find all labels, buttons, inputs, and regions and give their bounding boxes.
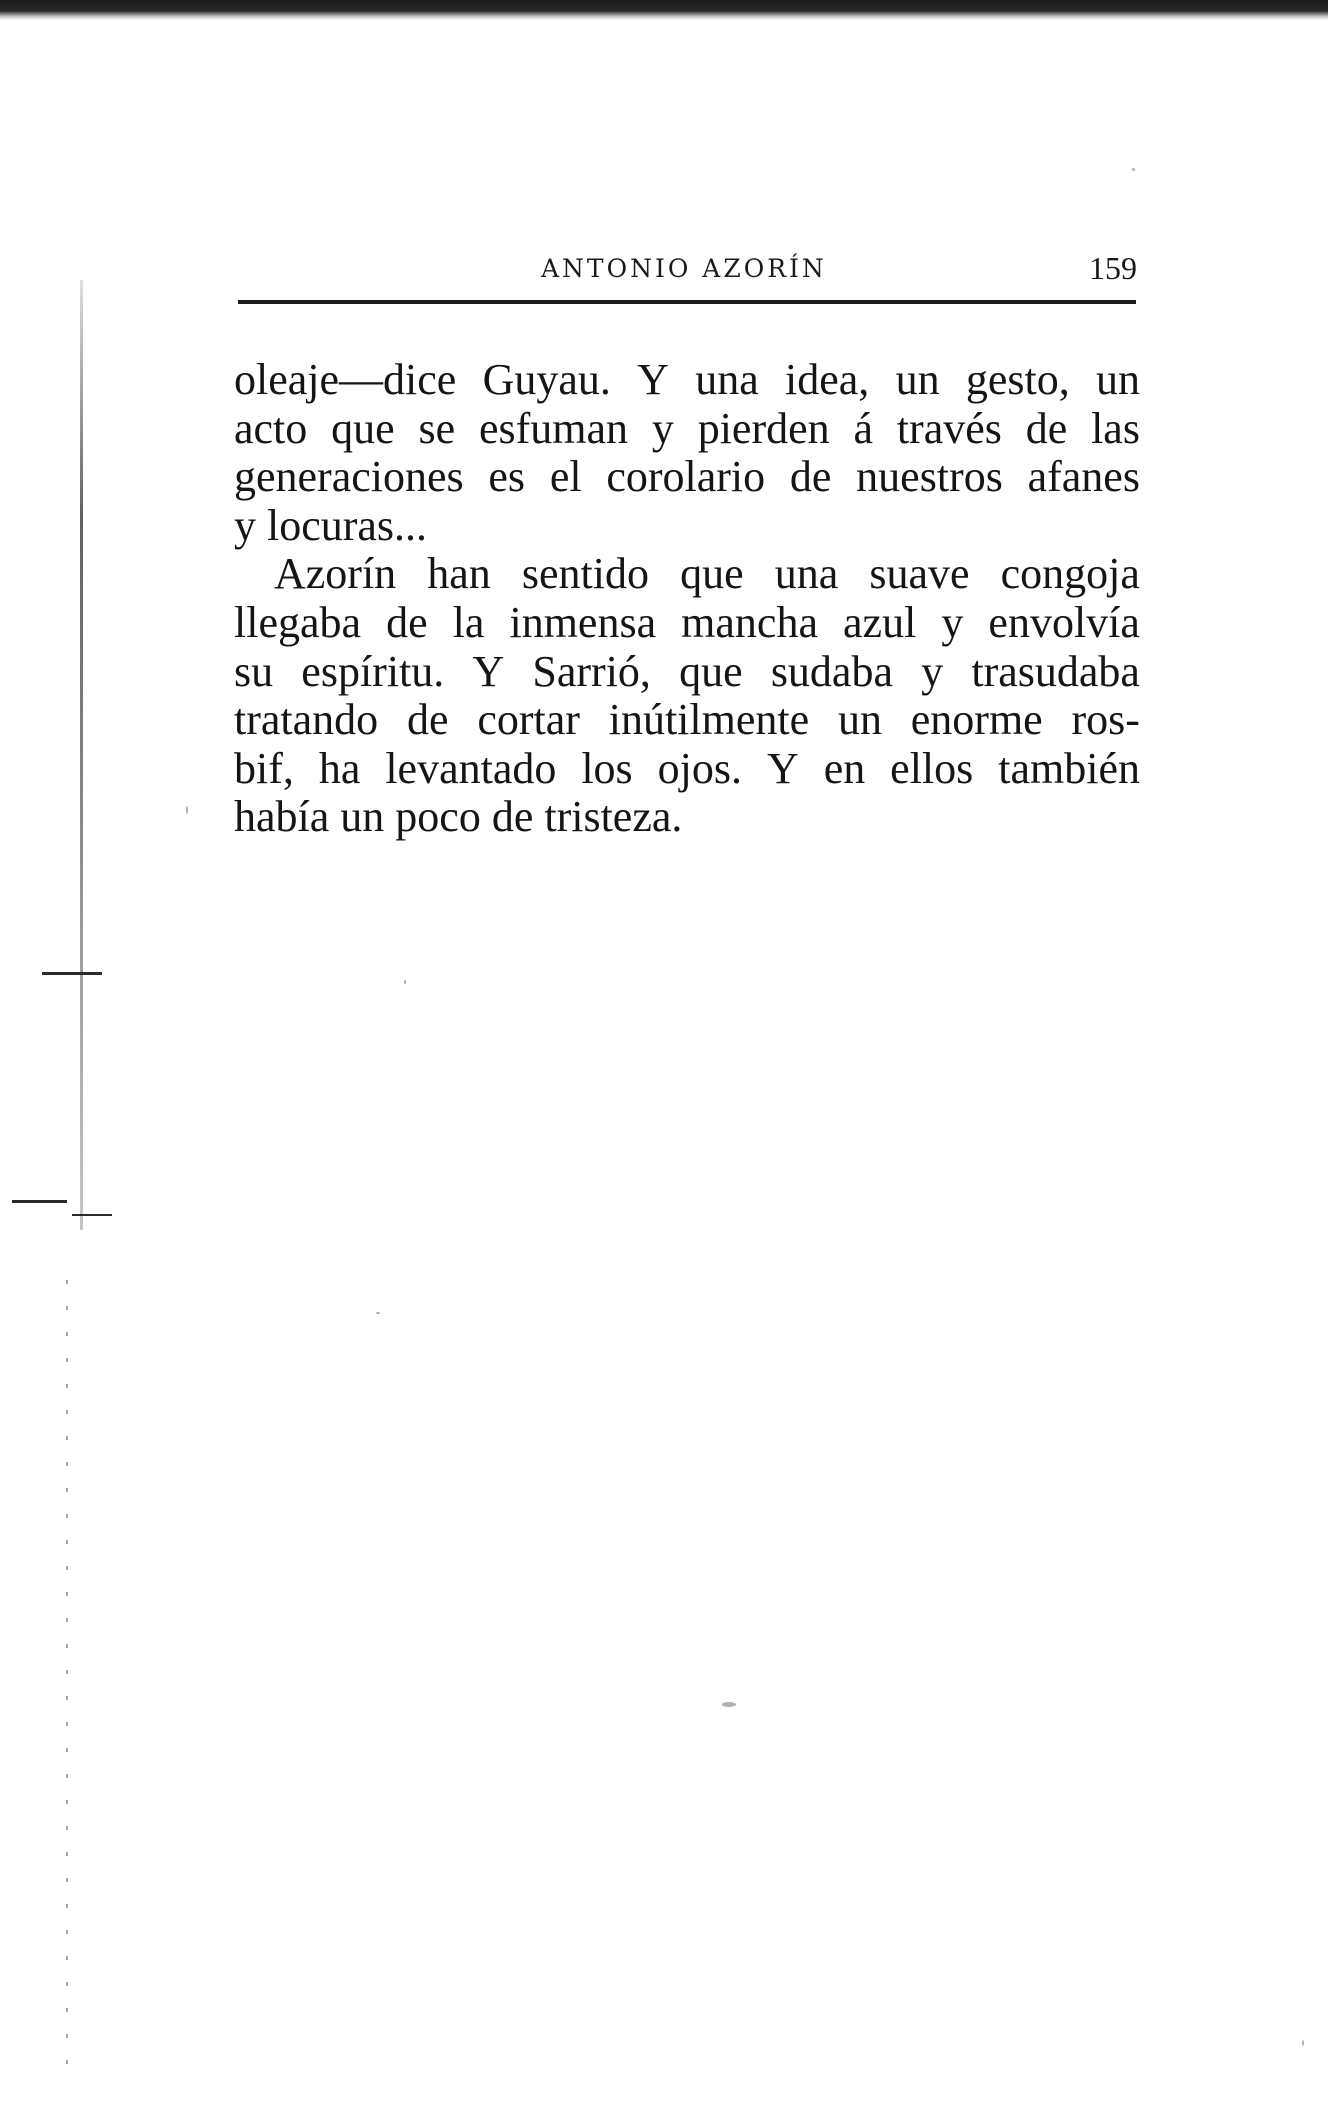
header-rule bbox=[238, 300, 1136, 304]
page-number: 159 bbox=[1089, 250, 1137, 286]
gutter-mark bbox=[42, 972, 102, 975]
text-line: llegaba de la inmensa mancha azul y envolvía bbox=[234, 598, 1140, 647]
binding-gutter-line bbox=[80, 280, 83, 1230]
text-line: bif, ha levantado los ojos. Y en ellos también bbox=[234, 744, 1140, 793]
text-line: Azorín han sentido que una suave congoja bbox=[274, 550, 1140, 599]
paper-speck bbox=[376, 1312, 380, 1314]
paper-speck bbox=[722, 1702, 736, 1707]
body-text bbox=[234, 356, 1140, 842]
binding-dots bbox=[66, 1280, 68, 2080]
text-line: generaciones es el corolario de nuestros afanes bbox=[234, 453, 1140, 502]
running-head: ANTONIO AZORÍN bbox=[541, 254, 827, 283]
gutter-mark bbox=[12, 1200, 67, 1203]
paper-speck bbox=[1132, 168, 1135, 171]
text-line: su espíritu. Y Sarrió, que sudaba y trasudaba bbox=[234, 647, 1140, 696]
text-line: acto que se esfuman y pierden á través de las bbox=[234, 404, 1140, 453]
text-line: oleaje—dice Guyau. Y una idea, un gesto, un bbox=[234, 356, 1140, 404]
scan-top-edge bbox=[0, 0, 1328, 20]
paper-speck bbox=[404, 980, 406, 984]
paper-speck bbox=[186, 806, 188, 814]
gutter-mark bbox=[72, 1214, 112, 1216]
text-line: había un poco de tristeza. bbox=[234, 793, 683, 842]
text-line: y locuras... bbox=[234, 501, 428, 550]
paper-speck bbox=[1302, 2040, 1304, 2046]
text-line: tratando de cortar inútilmente un enorme ros- bbox=[234, 696, 1140, 745]
page-header bbox=[237, 246, 1137, 290]
